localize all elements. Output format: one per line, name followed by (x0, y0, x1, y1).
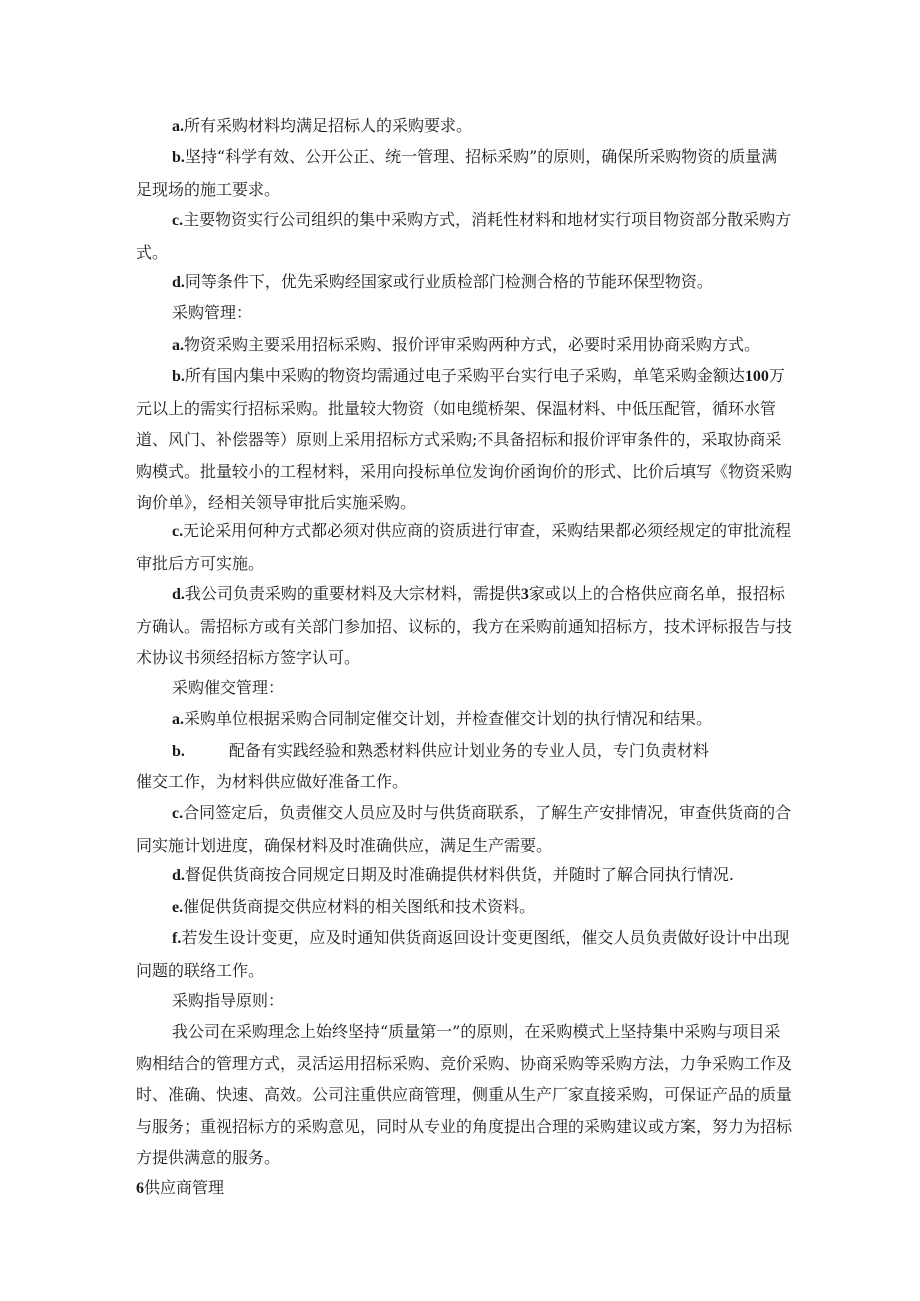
item-marker: b. (172, 149, 185, 166)
item-marker: c. (172, 523, 184, 540)
paragraph-f3 (136, 922, 792, 986)
item-text-continued: 家或以上的合格供应商名单，报招标方确认。需招标方或有关部门参加招、议标的，我方在采购前通知招标方，技术评标报告与技术协议书须经招标方签字认可。 (136, 584, 793, 668)
amount-value: 100 (744, 368, 769, 385)
item-marker: d. (172, 274, 185, 291)
supplier-count: 3 (520, 586, 529, 603)
paragraph-c1 (136, 204, 792, 268)
section-title: 供应商管理 (144, 1178, 225, 1197)
item-text: 催促供货商提交供应材料的相关图纸和技术资料。 (183, 897, 536, 916)
item-text: 无论采用何种方式都必须对供应商的资质进行审查，采购结果都必须经规定的审批流程审批后方可实施。 (136, 521, 792, 573)
item-text-continued: 催交工作，为材料供应做好准备工作。 (136, 772, 409, 791)
paragraph-d2 (136, 578, 792, 674)
item-text: 所有国内集中采购的物资均需通过电子采购平台实行电子采购，单笔采购金额达 (184, 366, 745, 385)
item-text: 坚持“科学有效、公开公正、统一管理、招标采购”的原则，确保所采购物资的质量满足现场的施工要求。 (136, 147, 778, 199)
section-number: 6 (136, 1180, 144, 1197)
paragraph-c3 (136, 797, 792, 861)
paragraph-d3 (136, 859, 792, 892)
item-text: 配备有实践经验和熟悉材料供应计划业务的专业人员，专门负责材料 (228, 741, 709, 760)
item-marker: e. (172, 899, 184, 916)
paragraph-b3 (136, 735, 792, 768)
item-marker: c. (172, 805, 184, 822)
item-text: 合同签定后，负责催交人员应及时与供货商联系，了解生产安排情况，审查供货商的合同实施计划进度，确保材料及时准确供应，满足生产需要。 (136, 803, 792, 855)
paragraph-b2 (136, 360, 792, 519)
paragraph-a3 (136, 703, 792, 736)
item-text: 我公司在采购理念上始终坚持“质量第一”的原则，在采购模式上坚持集中采购与项目采购相结合的管理方式，灵活运用招标采购、竞价采购、协商采购等采购方法，力争采购工作及时、准确、快速、高效。公司注重供应商管理，侧重从生产厂家直接采购，可保证产品的质量与服务；重视招标方的采购意见，同时从专业的角度提出合理的采购建议或方案，努力为招标方提供满意的服务。 (136, 1022, 793, 1168)
paragraph-c2 (136, 515, 792, 579)
section-heading (136, 1172, 792, 1205)
item-marker: a. (172, 118, 184, 135)
item-text: 物资采购主要采用招标采购、报价评审采购两种方式，必要时采用协商采购方式。 (184, 335, 761, 354)
paragraph-principles (136, 1016, 792, 1174)
heading-expediting-management: 采购催交管理： (172, 678, 285, 697)
item-text: 若发生设计变更，应及时通知供货商返回设计变更图纸，催交人员负责做好设计中出现问题的联络工作。 (136, 928, 790, 980)
item-marker: a. (172, 337, 184, 354)
item-marker: c. (172, 212, 184, 229)
paragraph-a2 (136, 329, 792, 362)
item-marker: b. (172, 368, 185, 385)
item-text-continued: 万元以上的需实行招标采购。批量较大物资（如电缆桥架、保温材料、中低压配管，循环水管道、风门、补偿器等）原则上采用招标方式采购;不具备招标和报价评审条件的，采取协商采购模式。批量较小的工程材料，采用向投标单位发询价函询价的形式、比价后填写《物资采购询价单》，经相关领导审批后实施采购。 (136, 366, 793, 513)
paragraph-e3 (136, 891, 792, 924)
paragraph-b3-line2 (136, 766, 792, 798)
paragraph-b1 (136, 141, 792, 205)
item-marker: f. (172, 930, 182, 947)
item-marker: a. (172, 711, 184, 728)
heading-procurement-principles: 采购指导原则： (172, 991, 285, 1010)
item-text: 主要物资实行公司组织的集中采购方式，消耗性材料和地材实行项目物资部分散采购方式。 (136, 210, 792, 262)
item-text: 采购单位根据采购合同制定催交计划，并检查催交计划的执行情况和结果。 (184, 709, 713, 728)
heading-procurement-management: 采购管理： (172, 303, 253, 322)
item-marker: b. (172, 743, 185, 760)
item-text: 同等条件下，优先采购经国家或行业质检部门检测合格的节能环保型物资。 (184, 272, 713, 291)
item-marker: d. (172, 586, 185, 603)
paragraph-a1 (136, 110, 792, 143)
item-marker: d. (172, 867, 185, 884)
item-text: 督促供货商按合同规定日期及时准确提供材料供货，并随时了解合同执行情况. (184, 865, 734, 884)
paragraph-d1 (136, 266, 792, 299)
item-text: 所有采购材料均满足招标人的采购要求。 (184, 116, 473, 135)
item-text: 我公司负责采购的重要材料及大宗材料，需提供 (184, 584, 521, 603)
